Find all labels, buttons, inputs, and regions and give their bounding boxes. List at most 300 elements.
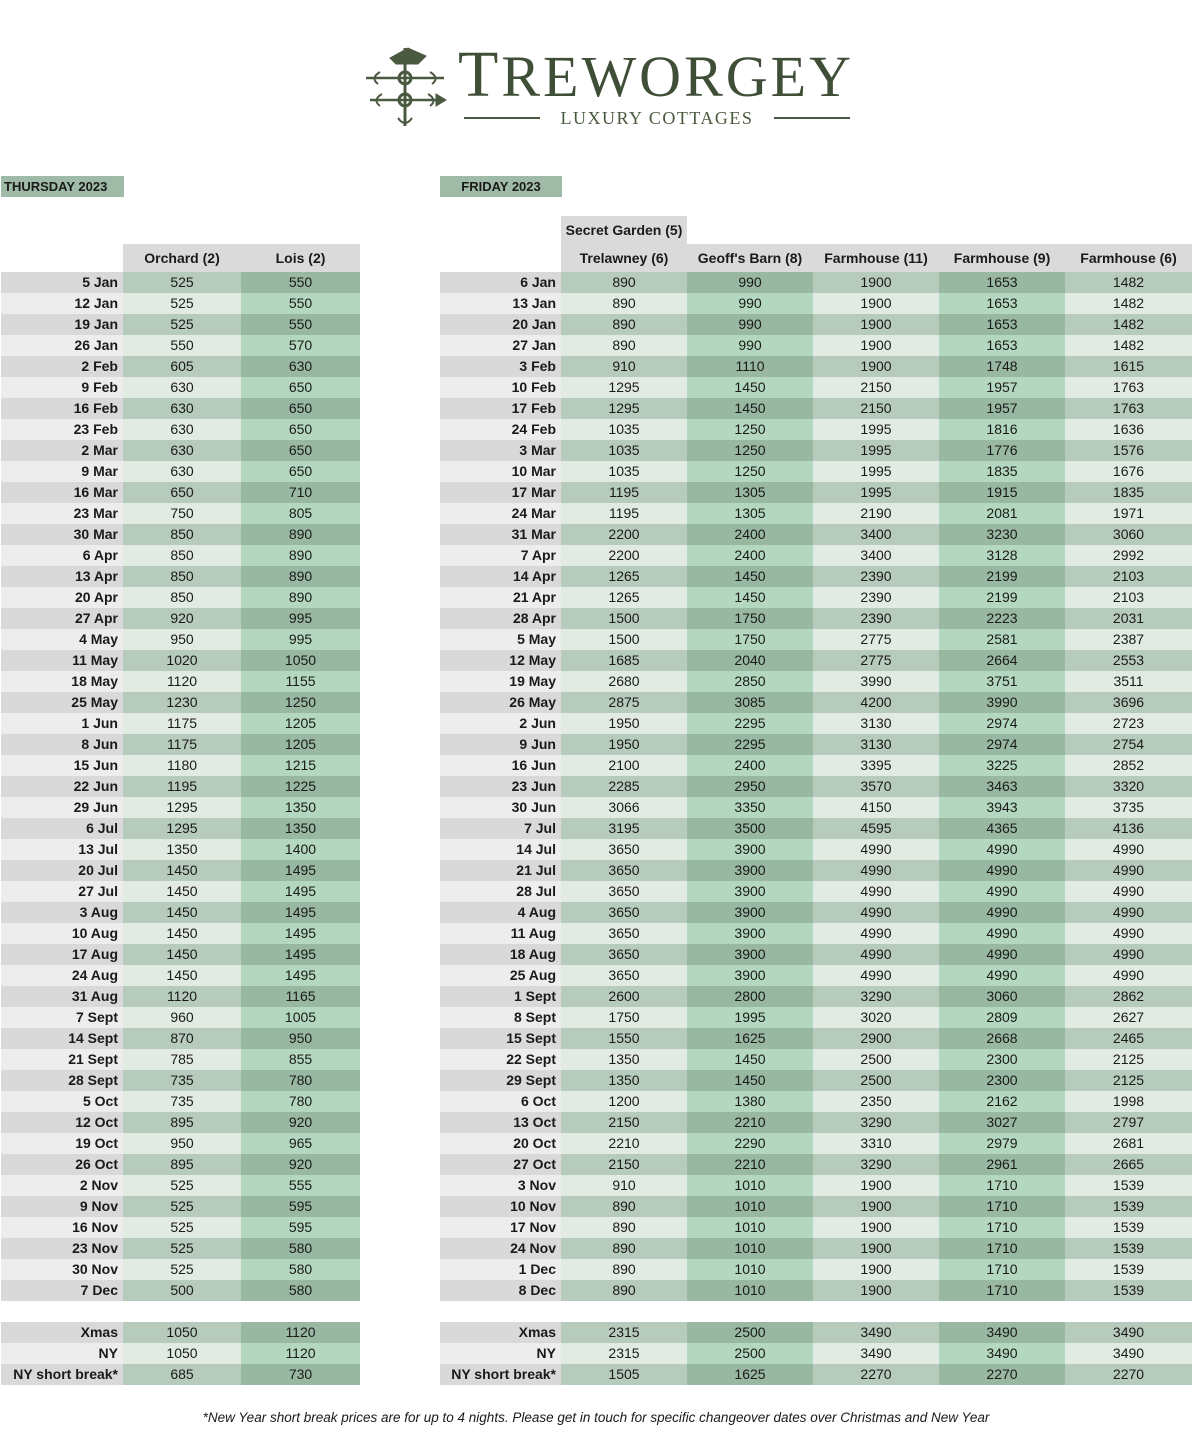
price-cell: 2031 <box>1065 608 1192 629</box>
price-cell: 1653 <box>939 272 1065 293</box>
row-label: 21 Jul <box>440 860 561 881</box>
row-label: 9 Mar <box>1 461 123 482</box>
price-cell: 1450 <box>123 944 241 965</box>
price-cell: 3130 <box>813 734 939 755</box>
price-cell: 1450 <box>123 965 241 986</box>
price-cell: 1010 <box>687 1196 813 1217</box>
price-cell: 1835 <box>939 461 1065 482</box>
row-label: 10 Aug <box>1 923 123 944</box>
price-cell: 1995 <box>687 1007 813 1028</box>
row-label: 2 Mar <box>1 440 123 461</box>
row-label: Xmas <box>440 1322 561 1343</box>
price-cell: 2974 <box>939 734 1065 755</box>
price-cell: 3060 <box>939 986 1065 1007</box>
row-label: 24 Nov <box>440 1238 561 1259</box>
price-cell: 3350 <box>687 797 813 818</box>
price-cell: 1950 <box>561 713 687 734</box>
table-row <box>1 1049 360 1070</box>
table-row <box>1 755 360 776</box>
row-label: 17 Feb <box>440 398 561 419</box>
table-row <box>440 503 1192 524</box>
price-cell: 3290 <box>813 1154 939 1175</box>
price-cell: 1450 <box>123 881 241 902</box>
price-cell: 895 <box>123 1112 241 1133</box>
brand-tagline-row <box>464 108 850 128</box>
price-cell: 3020 <box>813 1007 939 1028</box>
price-cell: 1010 <box>687 1280 813 1301</box>
price-cell: 3230 <box>939 524 1065 545</box>
price-cell: 995 <box>241 608 360 629</box>
price-cell: 525 <box>123 1217 241 1238</box>
thursday-header-row <box>1 244 360 272</box>
price-cell: 1195 <box>561 503 687 524</box>
price-cell: 2200 <box>561 545 687 566</box>
table-row <box>1 671 360 692</box>
price-cell: 550 <box>241 272 360 293</box>
table-row <box>1 461 360 482</box>
price-cell: 2199 <box>939 587 1065 608</box>
price-cell: 2390 <box>813 587 939 608</box>
row-label: 1 Jun <box>1 713 123 734</box>
row-label: 13 Jan <box>440 293 561 314</box>
table-row <box>1 1070 360 1091</box>
row-label: 12 Oct <box>1 1112 123 1133</box>
price-cell: 1450 <box>687 1049 813 1070</box>
row-label: 26 Jan <box>1 335 123 356</box>
table-row <box>1 482 360 503</box>
price-cell: 2664 <box>939 650 1065 671</box>
price-cell: 2315 <box>561 1343 687 1364</box>
price-cell: 2800 <box>687 986 813 1007</box>
table-row <box>440 965 1192 986</box>
price-cell: 990 <box>687 335 813 356</box>
price-cell: 1915 <box>939 482 1065 503</box>
price-cell: 4990 <box>813 923 939 944</box>
price-cell: 1205 <box>241 713 360 734</box>
price-cell: 1265 <box>561 587 687 608</box>
row-label: 25 May <box>1 692 123 713</box>
table-row <box>440 629 1192 650</box>
column-header: Trelawney (6) <box>561 244 687 272</box>
price-cell: 1250 <box>687 461 813 482</box>
price-cell: 525 <box>123 293 241 314</box>
price-cell: 1120 <box>241 1322 360 1343</box>
price-cell: 3900 <box>687 860 813 881</box>
price-cell: 950 <box>241 1028 360 1049</box>
price-cell: 4990 <box>813 944 939 965</box>
price-cell: 1010 <box>687 1238 813 1259</box>
price-cell: 550 <box>241 314 360 335</box>
table-row <box>440 860 1192 881</box>
price-cell: 630 <box>123 398 241 419</box>
row-label: 9 Feb <box>1 377 123 398</box>
price-cell: 950 <box>123 1133 241 1154</box>
table-row <box>440 1280 1192 1301</box>
price-cell: 850 <box>123 545 241 566</box>
price-cell: 580 <box>241 1280 360 1301</box>
price-cell: 3650 <box>561 881 687 902</box>
price-cell: 3395 <box>813 755 939 776</box>
price-cell: 710 <box>241 482 360 503</box>
row-label: 21 Sept <box>1 1049 123 1070</box>
price-cell: 4990 <box>939 944 1065 965</box>
price-cell: 605 <box>123 356 241 377</box>
price-cell: 1615 <box>1065 356 1192 377</box>
row-label: NY <box>440 1343 561 1364</box>
price-cell: 990 <box>687 314 813 335</box>
table-row <box>1 734 360 755</box>
row-label: 17 Nov <box>440 1217 561 1238</box>
price-cell: 3900 <box>687 965 813 986</box>
table-row <box>440 335 1192 356</box>
thursday-section-title: THURSDAY 2023 <box>1 176 124 197</box>
price-cell: 4990 <box>813 881 939 902</box>
table-row <box>1 650 360 671</box>
price-cell: 1495 <box>241 881 360 902</box>
price-cell: 2500 <box>687 1343 813 1364</box>
price-cell: 890 <box>561 1259 687 1280</box>
price-cell: 850 <box>123 566 241 587</box>
special-row <box>1 1364 360 1385</box>
price-cell: 1482 <box>1065 335 1192 356</box>
price-cell: 1450 <box>687 566 813 587</box>
price-cell: 995 <box>241 629 360 650</box>
price-cell: 1050 <box>123 1322 241 1343</box>
price-cell: 1295 <box>561 398 687 419</box>
row-label: 27 Jul <box>1 881 123 902</box>
price-cell: 2465 <box>1065 1028 1192 1049</box>
price-cell: 2387 <box>1065 629 1192 650</box>
price-cell: 2103 <box>1065 566 1192 587</box>
table-row <box>440 356 1192 377</box>
price-cell: 3990 <box>813 671 939 692</box>
price-cell: 2210 <box>561 1133 687 1154</box>
price-cell: 2850 <box>687 671 813 692</box>
row-label: 23 Nov <box>1 1238 123 1259</box>
price-cell: 3195 <box>561 818 687 839</box>
price-cell: 525 <box>123 1196 241 1217</box>
price-cell: 2680 <box>561 671 687 692</box>
price-cell: 3900 <box>687 923 813 944</box>
row-label: 11 Aug <box>440 923 561 944</box>
table-row <box>440 272 1192 293</box>
price-cell: 4365 <box>939 818 1065 839</box>
row-label: 9 Jun <box>440 734 561 755</box>
price-cell: 1495 <box>241 944 360 965</box>
row-label: 8 Dec <box>440 1280 561 1301</box>
price-cell: 3320 <box>1065 776 1192 797</box>
price-cell: 1816 <box>939 419 1065 440</box>
table-row <box>440 713 1192 734</box>
row-label: 24 Aug <box>1 965 123 986</box>
price-cell: 2992 <box>1065 545 1192 566</box>
row-label: 10 Feb <box>440 377 561 398</box>
price-cell: 1350 <box>123 839 241 860</box>
price-cell: 2300 <box>939 1049 1065 1070</box>
price-cell: 895 <box>123 1154 241 1175</box>
price-cell: 890 <box>561 293 687 314</box>
price-cell: 960 <box>123 1007 241 1028</box>
table-row <box>1 545 360 566</box>
row-label: 28 Jul <box>440 881 561 902</box>
price-cell: 1835 <box>1065 482 1192 503</box>
price-cell: 580 <box>241 1238 360 1259</box>
price-cell: 1576 <box>1065 440 1192 461</box>
price-cell: 2270 <box>813 1364 939 1385</box>
price-cell: 950 <box>123 629 241 650</box>
table-row <box>1 986 360 1007</box>
table-row <box>1 1238 360 1259</box>
price-cell: 2600 <box>561 986 687 1007</box>
table-row <box>440 293 1192 314</box>
price-cell: 1305 <box>687 482 813 503</box>
price-cell: 1450 <box>123 902 241 923</box>
column-header: Farmhouse (11) <box>813 244 939 272</box>
row-label: 30 Jun <box>440 797 561 818</box>
table-row <box>440 755 1192 776</box>
price-cell: 550 <box>241 293 360 314</box>
price-cell: 3490 <box>939 1343 1065 1364</box>
price-cell: 2500 <box>813 1070 939 1091</box>
price-cell: 3066 <box>561 797 687 818</box>
price-cell: 1495 <box>241 860 360 881</box>
price-cell: 1350 <box>561 1049 687 1070</box>
price-cell: 2125 <box>1065 1070 1192 1091</box>
price-cell: 650 <box>241 419 360 440</box>
price-cell: 4990 <box>1065 839 1192 860</box>
price-cell: 3290 <box>813 986 939 1007</box>
price-cell: 1636 <box>1065 419 1192 440</box>
price-cell: 1450 <box>123 860 241 881</box>
row-label: 20 Jan <box>440 314 561 335</box>
row-label: 3 Mar <box>440 440 561 461</box>
price-cell: 890 <box>561 1238 687 1259</box>
price-cell: 2862 <box>1065 986 1192 1007</box>
row-label: 30 Mar <box>1 524 123 545</box>
row-label: 7 Dec <box>1 1280 123 1301</box>
price-cell: 3900 <box>687 902 813 923</box>
brand-name: TREWORGEY <box>458 38 854 111</box>
price-cell: 2754 <box>1065 734 1192 755</box>
row-label: 14 Apr <box>440 566 561 587</box>
table-row <box>440 671 1192 692</box>
price-cell: 3650 <box>561 944 687 965</box>
row-label: 5 Oct <box>1 1091 123 1112</box>
price-cell: 650 <box>241 377 360 398</box>
price-cell: 4990 <box>939 881 1065 902</box>
row-label: 22 Jun <box>1 776 123 797</box>
row-label: 26 May <box>440 692 561 713</box>
table-row <box>440 1112 1192 1133</box>
table-row <box>440 1049 1192 1070</box>
price-cell: 2200 <box>561 524 687 545</box>
row-label: 2 Jun <box>440 713 561 734</box>
price-cell: 2665 <box>1065 1154 1192 1175</box>
row-label: 6 Oct <box>440 1091 561 1112</box>
row-label: 10 Mar <box>440 461 561 482</box>
table-row <box>440 1154 1192 1175</box>
price-cell: 3128 <box>939 545 1065 566</box>
table-row <box>1 398 360 419</box>
price-cell: 2162 <box>939 1091 1065 1112</box>
row-label: 19 Oct <box>1 1133 123 1154</box>
price-cell: 4990 <box>939 923 1065 944</box>
price-cell: 3990 <box>939 692 1065 713</box>
special-row <box>440 1322 1192 1343</box>
footnote: *New Year short break prices are for up to 4 nights. Please get in touch for specific changeover dates over Christmas and New Year <box>202 1410 990 1425</box>
table-row <box>1 356 360 377</box>
table-row <box>1 587 360 608</box>
price-cell: 870 <box>123 1028 241 1049</box>
price-cell: 580 <box>241 1259 360 1280</box>
row-label: 13 Oct <box>440 1112 561 1133</box>
row-label: 4 Aug <box>440 902 561 923</box>
price-cell: 1900 <box>813 1259 939 1280</box>
price-cell: 1995 <box>813 419 939 440</box>
price-cell: 2081 <box>939 503 1065 524</box>
price-cell: 1900 <box>813 293 939 314</box>
price-cell: 3463 <box>939 776 1065 797</box>
row-label: 15 Sept <box>440 1028 561 1049</box>
price-cell: 4990 <box>813 839 939 860</box>
price-cell: 2809 <box>939 1007 1065 1028</box>
table-row <box>1 1133 360 1154</box>
price-cell: 1495 <box>241 902 360 923</box>
price-cell: 1750 <box>687 608 813 629</box>
price-cell: 3570 <box>813 776 939 797</box>
table-row <box>440 986 1192 1007</box>
table-row <box>1 1217 360 1238</box>
price-cell: 2150 <box>561 1112 687 1133</box>
row-label: 11 May <box>1 650 123 671</box>
table-row <box>1 1028 360 1049</box>
price-cell: 1010 <box>687 1175 813 1196</box>
table-row <box>440 314 1192 335</box>
row-label: 19 May <box>440 671 561 692</box>
table-row <box>440 587 1192 608</box>
price-cell: 3310 <box>813 1133 939 1154</box>
price-cell: 630 <box>123 461 241 482</box>
row-label: 19 Jan <box>1 314 123 335</box>
price-cell: 1250 <box>687 419 813 440</box>
row-label: 31 Aug <box>1 986 123 1007</box>
price-cell: 910 <box>561 1175 687 1196</box>
price-cell: 3027 <box>939 1112 1065 1133</box>
price-cell: 2210 <box>687 1154 813 1175</box>
row-label: 1 Dec <box>440 1259 561 1280</box>
price-cell: 1539 <box>1065 1196 1192 1217</box>
price-cell: 1495 <box>241 965 360 986</box>
price-cell: 3650 <box>561 860 687 881</box>
price-cell: 990 <box>687 272 813 293</box>
price-cell: 2150 <box>561 1154 687 1175</box>
row-label: 22 Sept <box>440 1049 561 1070</box>
table-row <box>440 1028 1192 1049</box>
price-cell: 630 <box>123 440 241 461</box>
row-label: 23 Mar <box>1 503 123 524</box>
price-cell: 855 <box>241 1049 360 1070</box>
price-cell: 3490 <box>813 1322 939 1343</box>
price-cell: 750 <box>123 503 241 524</box>
price-cell: 2270 <box>1065 1364 1192 1385</box>
price-cell: 1957 <box>939 398 1065 419</box>
table-row <box>440 1217 1192 1238</box>
price-cell: 1050 <box>123 1343 241 1364</box>
price-cell: 3500 <box>687 818 813 839</box>
price-cell: 595 <box>241 1196 360 1217</box>
price-cell: 1120 <box>241 1343 360 1364</box>
price-cell: 4990 <box>1065 860 1192 881</box>
price-cell: 2979 <box>939 1133 1065 1154</box>
price-cell: 1180 <box>123 755 241 776</box>
table-row <box>1 377 360 398</box>
price-cell: 4990 <box>939 902 1065 923</box>
price-cell: 595 <box>241 1217 360 1238</box>
table-row <box>440 902 1192 923</box>
price-cell: 1295 <box>561 377 687 398</box>
row-label: 16 Feb <box>1 398 123 419</box>
price-cell: 650 <box>241 461 360 482</box>
price-cell: 2125 <box>1065 1049 1192 1070</box>
price-cell: 1200 <box>561 1091 687 1112</box>
price-cell: 570 <box>241 335 360 356</box>
table-row <box>1 713 360 734</box>
price-cell: 630 <box>241 356 360 377</box>
price-cell: 4990 <box>813 902 939 923</box>
table-row <box>1 440 360 461</box>
price-cell: 525 <box>123 314 241 335</box>
price-cell: 3060 <box>1065 524 1192 545</box>
row-label: 31 Mar <box>440 524 561 545</box>
price-cell: 3900 <box>687 839 813 860</box>
price-cell: 2723 <box>1065 713 1192 734</box>
row-label: 29 Jun <box>1 797 123 818</box>
table-row <box>1 1154 360 1175</box>
weathervane-icon <box>360 44 450 128</box>
price-cell: 4990 <box>939 839 1065 860</box>
row-label: 20 Apr <box>1 587 123 608</box>
column-header: Geoff's Barn (8) <box>687 244 813 272</box>
friday-price-table <box>440 216 1192 1385</box>
price-cell: 550 <box>123 335 241 356</box>
column-header: Orchard (2) <box>123 244 241 272</box>
row-label: 2 Nov <box>1 1175 123 1196</box>
price-cell: 890 <box>241 566 360 587</box>
price-cell: 3225 <box>939 755 1065 776</box>
group-header: Secret Garden (5) <box>561 216 687 244</box>
price-cell: 3400 <box>813 545 939 566</box>
price-cell: 990 <box>687 293 813 314</box>
row-label: 8 Sept <box>440 1007 561 1028</box>
price-cell: 1050 <box>241 650 360 671</box>
table-row <box>1 965 360 986</box>
row-label: 5 May <box>440 629 561 650</box>
price-cell: 890 <box>241 524 360 545</box>
row-label: NY <box>1 1343 123 1364</box>
price-cell: 850 <box>123 587 241 608</box>
price-cell: 525 <box>123 272 241 293</box>
table-row <box>440 650 1192 671</box>
price-cell: 4990 <box>1065 881 1192 902</box>
row-label: 6 Jul <box>1 818 123 839</box>
corner-cell <box>440 216 561 244</box>
price-cell: 890 <box>561 272 687 293</box>
price-cell: 4990 <box>939 965 1065 986</box>
price-cell: 2668 <box>939 1028 1065 1049</box>
table-row <box>440 1070 1192 1091</box>
price-cell: 4990 <box>939 860 1065 881</box>
price-cell: 2199 <box>939 566 1065 587</box>
